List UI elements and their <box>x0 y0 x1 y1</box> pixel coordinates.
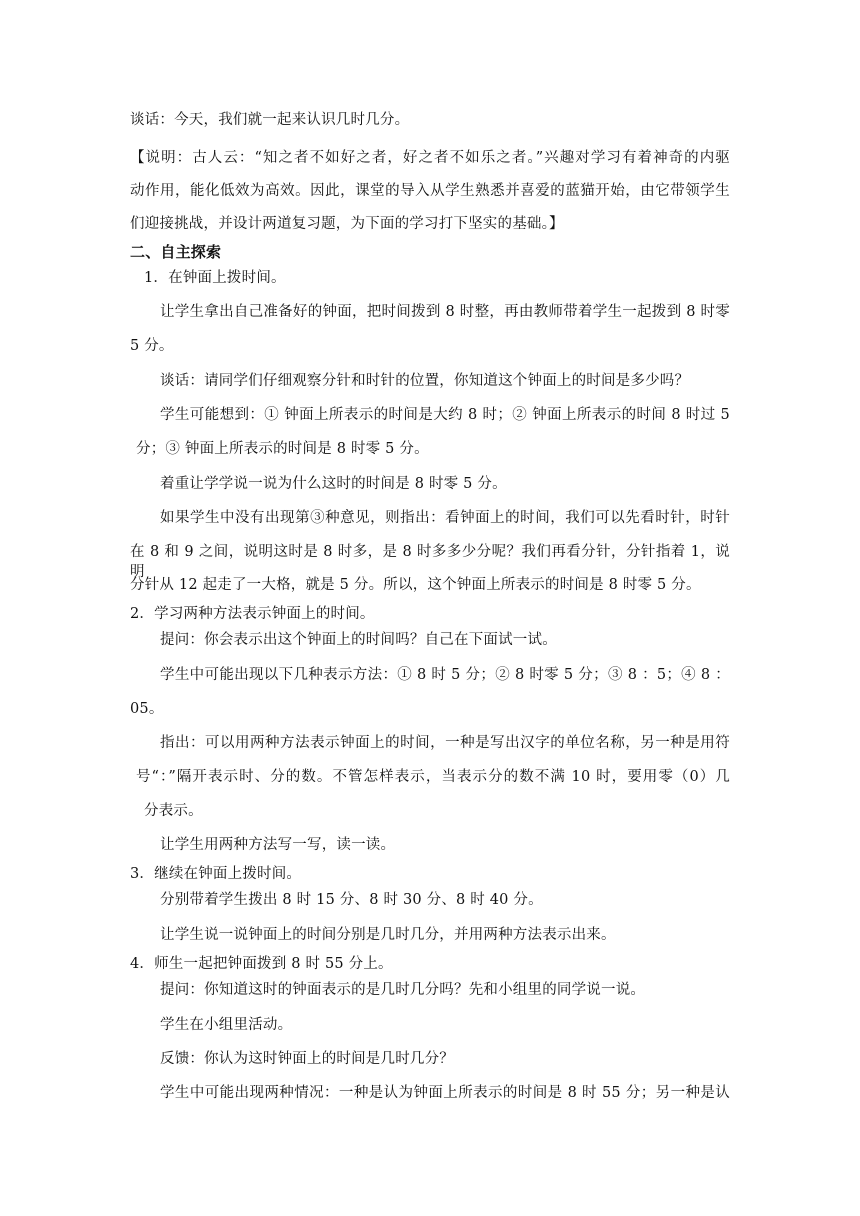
paragraph-line: 分别带着学生拨出 8 时 15 分、8 时 30 分、8 时 40 分。 <box>160 892 543 908</box>
paragraph-line: 提问：你会表示出这个钟面上的时间吗？自己在下面试一试。 <box>160 632 557 648</box>
paragraph-line: 分；③ 钟面上所表示的时间是 8 时零 5 分。 <box>136 441 429 457</box>
note-line-2: 动作用，能化低效为高效。因此，课堂的导入从学生熟悉并喜爱的蓝猫开始，由它带领学生 <box>130 183 730 199</box>
paragraph-line: 提问：你知道这时的钟面表示的是几时几分吗？先和小组里的同学说一说。 <box>160 982 646 998</box>
section-heading: 二、自主探索 <box>130 243 222 261</box>
item-heading-2: 2．学习两种方法表示钟面上的时间。 <box>130 606 375 622</box>
paragraph-line: 让学生拿出自己准备好的钟面，把时间拨到 8 时整，再由教师带着学生一起拨到 8 时零 <box>160 304 730 320</box>
paragraph-line: 着重让学学说一说为什么这时的时间是 8 时零 5 分。 <box>160 476 507 492</box>
paragraph-line: 在 8 和 9 之间，说明这时是 8 时多，是 8 时多多少分呢？我们再看分针，分针指着 1，说明 <box>130 544 730 580</box>
paragraph-line: 学生中可能出现以下几种表示方法：① 8 时 5 分；② 8 时零 5 分；③ 8 ：5；④ 8 ： <box>160 667 730 683</box>
paragraph-line: 分表示。 <box>144 803 203 819</box>
item-heading-3: 3．继续在钟面上拨时间。 <box>130 866 302 882</box>
paragraph-line: 让学生说一说钟面上的时间分别是几时几分，并用两种方法表示出来。 <box>160 927 616 943</box>
note-line-3: 们迎接挑战，并设计两道复习题，为下面的学习打下坚实的基础。】 <box>130 216 564 232</box>
paragraph-line: 05。 <box>130 701 164 717</box>
dialogue-line: 谈话：今天，我们就一起来认识几时几分。 <box>130 112 410 128</box>
item-heading-4: 4．师生一起把钟面拨到 8 时 55 分上。 <box>130 956 393 972</box>
paragraph-line: 学生在小组里活动。 <box>160 1017 293 1033</box>
paragraph-line: 如果学生中没有出现第③种意见，则指出：看钟面上的时间，我们可以先看时针，时针 <box>160 510 730 526</box>
paragraph-line: 号“：”隔开表示时、分的数。不管怎样表示，当表示分的数不满 10 时，要用零（0）几 <box>136 769 730 785</box>
paragraph-line: 5 分。 <box>130 338 174 354</box>
paragraph-line: 指出：可以用两种方法表示钟面上的时间，一种是写出汉字的单位名称，另一种是用符 <box>160 735 730 751</box>
paragraph-line: 学生中可能出现两种情况：一种是认为钟面上所表示的时间是 8 时 55 分；另一种是认 <box>160 1085 730 1101</box>
paragraph-line: 分针从 12 起走了一大格，就是 5 分。所以，这个钟面上所表示的时间是 8 时零 5 分。 <box>130 577 701 593</box>
paragraph-line: 学生可能想到：① 钟面上所表示的时间是大约 8 时；② 钟面上所表示的时间 8 时过 5 <box>160 407 730 423</box>
paragraph-line: 让学生用两种方法写一写，读一读。 <box>160 837 396 853</box>
note-line-1: 【说明：古人云：“知之者不如好之者，好之者不如乐之者。”兴趣对学习有着神奇的内驱 <box>130 150 730 166</box>
paragraph-line: 谈话：请同学们仔细观察分针和时针的位置，你知道这个钟面上的时间是多少吗？ <box>160 373 690 389</box>
paragraph-line: 反馈：你认为这时钟面上的时间是几时几分？ <box>160 1051 454 1067</box>
item-heading-1: 1．在钟面上拨时间。 <box>144 270 286 286</box>
